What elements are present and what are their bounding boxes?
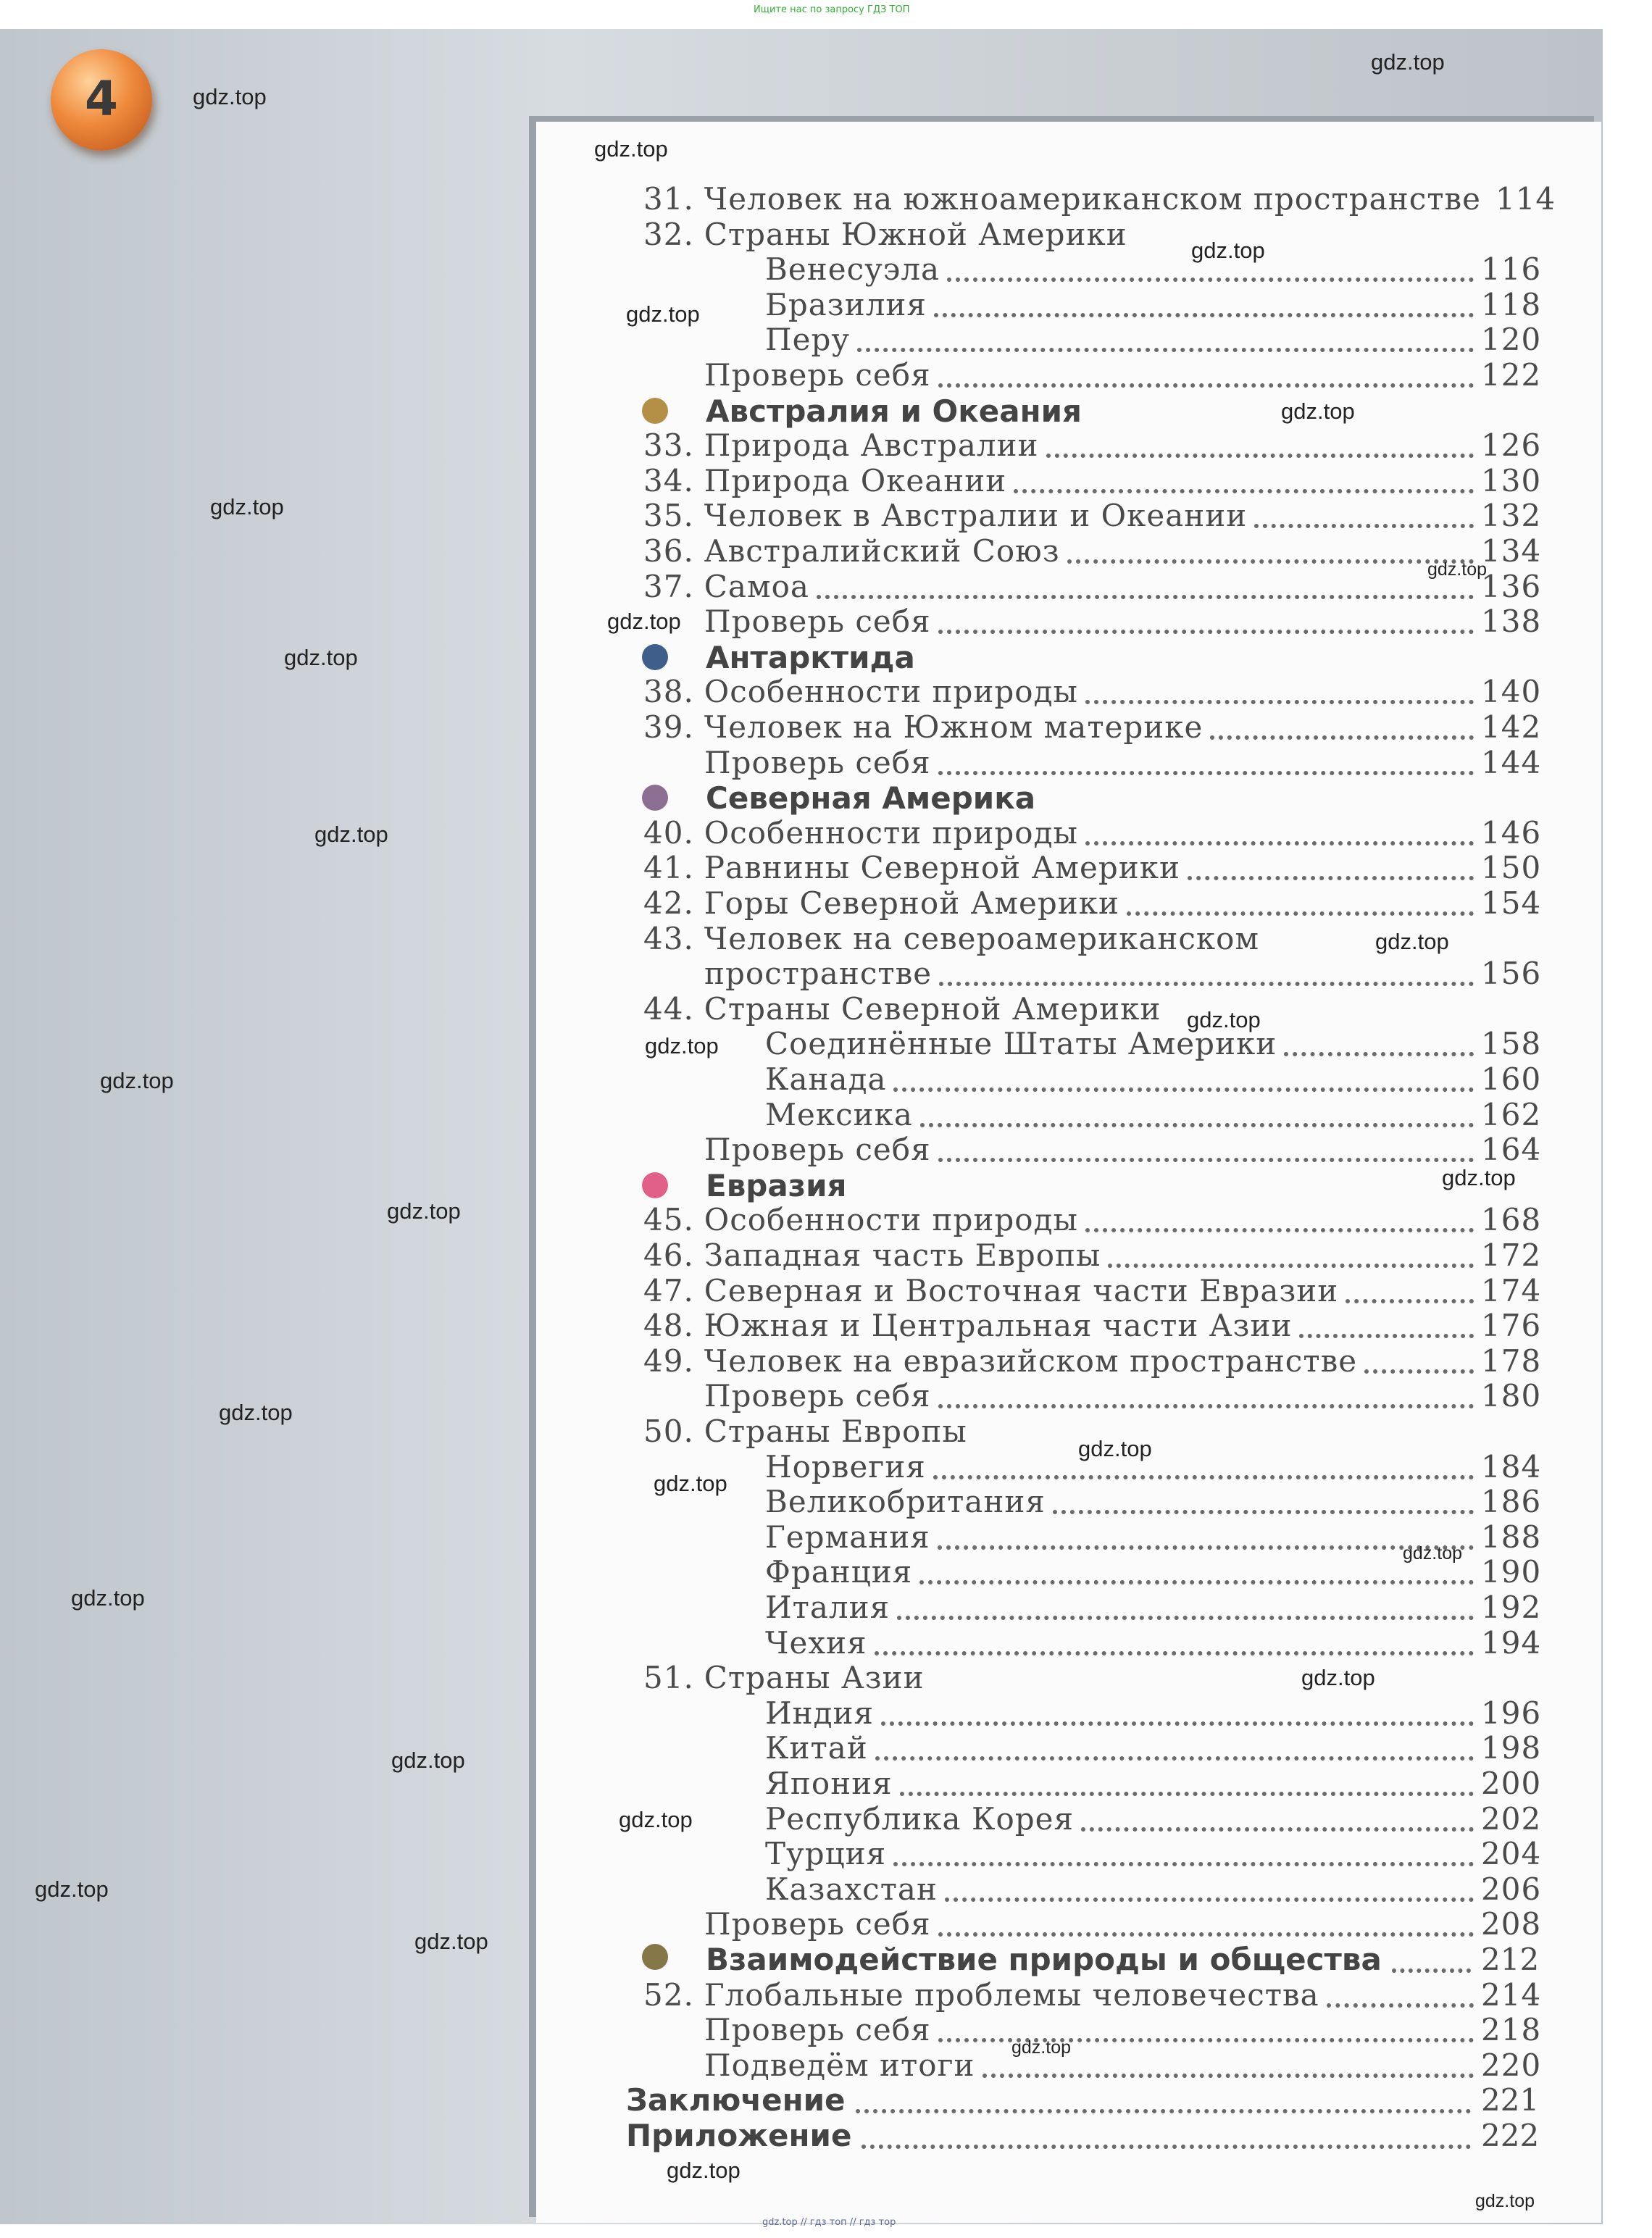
toc-entry[interactable]	[765, 1836, 1542, 1871]
toc-final-entry[interactable]	[626, 2118, 1539, 2154]
page-ref: 222	[1481, 2118, 1540, 2153]
toc-entry[interactable]	[643, 1308, 1542, 1343]
leader-dots	[938, 621, 1474, 634]
page-ref: 126	[1481, 427, 1542, 463]
page-ref: 118	[1481, 287, 1542, 322]
entry-title: Норвегия	[765, 1449, 926, 1485]
page-ref: 208	[1481, 1906, 1542, 1942]
toc-entry[interactable]	[643, 463, 1542, 498]
entry-title: Республика Корея	[765, 1801, 1074, 1837]
watermark-text: gdz.top	[626, 301, 700, 327]
toc-entry[interactable]	[765, 1871, 1542, 1907]
watermark-text: gdz.top	[645, 1033, 719, 1059]
leader-dots	[939, 973, 1474, 986]
entry-title: Франция	[765, 1554, 913, 1590]
entry-title: Человек на Южном материке	[704, 709, 1203, 745]
entry-title: Бразилия	[765, 287, 927, 322]
watermark-text: gdz.top	[619, 1807, 693, 1832]
page-ref: 192	[1481, 1590, 1542, 1625]
entry-number: 37.	[643, 569, 694, 604]
entry-title: Самоа	[704, 569, 809, 604]
section-title: Взаимодействие природы и общества	[706, 1942, 1382, 1977]
toc-entry[interactable]	[643, 709, 1542, 745]
leader-dots	[856, 2100, 1471, 2113]
page-ref: 160	[1481, 1061, 1542, 1097]
page-ref: 140	[1481, 674, 1542, 709]
section-color-dot-icon	[642, 644, 668, 670]
toc-entry[interactable]	[704, 2012, 1542, 2047]
leader-dots	[1299, 1325, 1474, 1338]
page-ref: 122	[1481, 357, 1542, 393]
watermark-text: gdz.top	[193, 84, 267, 109]
toc-entry[interactable]	[765, 1625, 1542, 1661]
entry-title: Проверь себя	[704, 745, 931, 780]
leader-dots	[1284, 1043, 1474, 1056]
page-ref: 206	[1481, 1871, 1542, 1907]
entry-number: 33.	[643, 427, 694, 463]
toc-entry[interactable]	[704, 1132, 1542, 1167]
page-number: 4	[85, 71, 118, 127]
entry-number: 36.	[643, 533, 694, 569]
toc-entry[interactable]	[643, 991, 1539, 1026]
page-ref: 178	[1481, 1343, 1542, 1379]
entry-title: Особенности природы	[704, 674, 1078, 709]
page-ref: 150	[1481, 850, 1542, 885]
entry-number: 44.	[643, 991, 694, 1027]
entry-number: 46.	[643, 1237, 694, 1273]
watermark-text: gdz.top	[219, 1400, 293, 1425]
entry-number: 41.	[643, 850, 694, 885]
toc-entry[interactable]	[704, 956, 1542, 991]
page-ref: 130	[1481, 463, 1542, 498]
page-ref: 184	[1481, 1449, 1542, 1485]
watermark-text: gdz.top	[1375, 929, 1449, 954]
watermark-text: gdz.top	[1011, 2037, 1072, 2058]
toc-entry[interactable]	[704, 357, 1542, 393]
page-ref: 174	[1481, 1273, 1542, 1308]
bottom-note: gdz.top // гдз топ // гдз тор	[762, 2217, 896, 2228]
section-title: Евразия	[706, 1167, 847, 1203]
top-note: Ищите нас по запросу ГДЗ ТОП	[754, 4, 910, 15]
entry-title: Человек на южноамериканском пространстве	[704, 181, 1481, 217]
watermark-text: gdz.top	[100, 1068, 174, 1093]
leader-dots	[1081, 1819, 1474, 1832]
leader-dots	[920, 1114, 1474, 1127]
watermark-text: gdz.top	[654, 1471, 727, 1496]
leader-dots	[1327, 1995, 1474, 2008]
page-ref: 214	[1481, 1977, 1542, 2013]
page-ref: 134	[1481, 533, 1542, 569]
leader-dots	[1085, 691, 1474, 704]
toc-entry[interactable]	[643, 217, 1539, 251]
toc-entry[interactable]	[643, 1660, 1539, 1695]
entry-title: Проверь себя	[704, 2012, 931, 2047]
entry-title: Проверь себя	[704, 1132, 931, 1167]
entry-title: Южная и Центральная части Азии	[704, 1308, 1293, 1343]
entry-title: Горы Северной Америки	[704, 885, 1120, 921]
leader-dots	[1188, 867, 1474, 880]
leader-dots	[1364, 1361, 1474, 1374]
section-title: Антарктида	[706, 639, 915, 675]
page-ref: 156	[1481, 956, 1542, 991]
entry-number: 31.	[643, 181, 694, 217]
page-ref: 221	[1481, 2082, 1540, 2118]
section-color-dot-icon	[642, 398, 668, 424]
entry-title: Равнины Северной Америки	[704, 850, 1180, 885]
leader-dots	[900, 1783, 1474, 1796]
entry-title: Проверь себя	[704, 357, 931, 393]
page-ref: 196	[1481, 1695, 1542, 1731]
entry-title: Италия	[765, 1590, 890, 1625]
entry-number: 35.	[643, 498, 694, 533]
toc-entry[interactable]	[765, 1026, 1542, 1061]
entry-title: Подведём итоги	[704, 2047, 975, 2083]
entry-number: 49.	[643, 1343, 694, 1379]
watermark-text: gdz.top	[1371, 49, 1445, 75]
toc-entry[interactable]	[765, 1484, 1542, 1519]
watermark-text: gdz.top	[71, 1585, 145, 1611]
toc-entry[interactable]	[643, 674, 1542, 709]
leader-dots	[1046, 445, 1474, 458]
entry-title: Страны Северной Америки	[704, 991, 1161, 1027]
entry-number: 40.	[643, 815, 694, 851]
leader-dots	[938, 1395, 1474, 1408]
toc-section-heading	[642, 1942, 1539, 1978]
watermark-text: gdz.top	[1078, 1436, 1152, 1461]
page-ref: 164	[1481, 1132, 1542, 1167]
page-ref: 154	[1481, 885, 1542, 921]
entry-number: 43.	[643, 921, 694, 956]
entry-title: Германия	[765, 1519, 930, 1555]
entry-title: Индия	[765, 1695, 874, 1731]
entry-number: 51.	[643, 1660, 694, 1695]
watermark-text: gdz.top	[594, 136, 668, 162]
toc-entry[interactable]	[765, 1590, 1542, 1625]
page-ref: 136	[1481, 569, 1542, 604]
toc-entry[interactable]	[643, 850, 1542, 885]
page-ref: 220	[1481, 2047, 1542, 2083]
toc-entry[interactable]	[643, 885, 1542, 921]
entry-title: пространстве	[704, 956, 933, 991]
page-ref: 198	[1481, 1730, 1542, 1766]
leader-dots	[881, 1713, 1474, 1726]
leader-dots	[1108, 1255, 1474, 1268]
toc-entry[interactable]	[765, 251, 1542, 287]
toc-entry[interactable]	[643, 427, 1542, 463]
toc-entry[interactable]	[765, 1097, 1542, 1132]
page-ref: 186	[1481, 1484, 1542, 1519]
page-ref: 200	[1481, 1766, 1542, 1801]
page-ref: 114	[1495, 181, 1556, 217]
toc-entry[interactable]	[704, 604, 1542, 639]
page-ref: 138	[1481, 604, 1542, 639]
entry-title: Проверь себя	[704, 604, 931, 639]
entry-title: Мексика	[765, 1097, 913, 1132]
section-title: Австралия и Океания	[706, 393, 1082, 429]
toc-entry[interactable]	[643, 1977, 1542, 2013]
entry-number: 38.	[643, 674, 694, 709]
page-ref: 120	[1481, 322, 1542, 357]
toc-entry[interactable]	[643, 498, 1542, 533]
page-ref: 180	[1481, 1378, 1542, 1414]
section-title: Северная Америка	[706, 780, 1036, 816]
watermark-text: gdz.top	[1403, 1543, 1463, 1563]
watermark-text: gdz.top	[387, 1198, 461, 1224]
page-ref: 172	[1481, 1237, 1542, 1273]
toc-entry[interactable]	[643, 181, 1556, 217]
watermark-text: gdz.top	[1427, 559, 1488, 580]
entry-title: Особенности природы	[704, 1202, 1078, 1237]
page-ref: 176	[1481, 1308, 1542, 1343]
entry-title: Турция	[765, 1836, 887, 1871]
leader-dots	[875, 1642, 1474, 1655]
leader-dots	[1085, 1219, 1474, 1232]
entry-title: Проверь себя	[704, 1378, 931, 1414]
toc-entry[interactable]	[643, 815, 1542, 851]
watermark-text: gdz.top	[1442, 1165, 1516, 1190]
page-ref: 142	[1481, 709, 1542, 745]
entry-title: Соединённые Штаты Америки	[765, 1026, 1277, 1061]
page-ref: 202	[1481, 1801, 1542, 1837]
entry-number: 45.	[643, 1202, 694, 1237]
entry-number: 47.	[643, 1273, 694, 1308]
leader-dots	[1392, 1960, 1471, 1973]
leader-dots	[862, 2136, 1471, 2149]
toc-section-heading	[642, 780, 1539, 816]
toc-entry[interactable]	[643, 533, 1542, 569]
toc-entry[interactable]	[765, 1449, 1542, 1485]
leader-dots	[893, 1079, 1474, 1092]
leader-dots	[1067, 551, 1474, 564]
entry-number: 52.	[643, 1977, 694, 2013]
watermark-text: gdz.top	[210, 494, 284, 519]
toc-entry[interactable]	[643, 1202, 1542, 1237]
page-ref: 162	[1481, 1097, 1542, 1132]
leader-dots	[857, 339, 1474, 352]
toc-entry[interactable]	[643, 1237, 1542, 1273]
entry-title: Перу	[765, 322, 851, 357]
entry-title: Казахстан	[765, 1871, 938, 1907]
entry-title: Великобритания	[765, 1484, 1046, 1519]
leader-dots	[938, 1149, 1474, 1162]
leader-dots	[1127, 903, 1474, 916]
entry-title: Страны Азии	[704, 1660, 925, 1695]
entry-number: 42.	[643, 885, 694, 921]
entry-title: Западная часть Европы	[704, 1237, 1101, 1273]
toc-entry[interactable]	[643, 1343, 1542, 1379]
page-ref: 168	[1481, 1202, 1542, 1237]
watermark-text: gdz.top	[1475, 2191, 1535, 2211]
watermark-text: gdz.top	[1281, 398, 1355, 424]
leader-dots	[938, 1924, 1474, 1937]
page-ref: 188	[1481, 1519, 1542, 1555]
entry-title: Приложение	[626, 2118, 852, 2153]
entry-title: Природа Австралии	[704, 427, 1039, 463]
entry-title: Венесуэла	[765, 251, 940, 287]
entry-title: Чехия	[765, 1625, 867, 1661]
entry-title: Япония	[765, 1766, 893, 1801]
leader-dots	[938, 762, 1474, 775]
leader-dots	[893, 1853, 1474, 1866]
leader-dots	[1210, 727, 1474, 740]
leader-dots	[983, 2065, 1474, 2078]
leader-dots	[938, 1537, 1474, 1550]
leader-dots	[1254, 515, 1474, 528]
entry-title: Природа Океании	[704, 463, 1007, 498]
page-ref: 132	[1481, 498, 1542, 533]
toc-entry[interactable]	[765, 1766, 1542, 1801]
section-color-dot-icon	[642, 1944, 668, 1970]
leader-dots	[919, 1571, 1474, 1584]
leader-dots	[897, 1607, 1474, 1620]
watermark-text: gdz.top	[1187, 1007, 1261, 1032]
toc-entry[interactable]	[765, 1801, 1542, 1837]
section-color-dot-icon	[642, 1172, 668, 1198]
entry-number: 48.	[643, 1308, 694, 1343]
entry-title: Проверь себя	[704, 1906, 931, 1942]
leader-dots	[945, 1889, 1474, 1902]
toc-section-heading	[642, 1167, 1539, 1203]
leader-dots	[1053, 1501, 1474, 1514]
leader-dots	[1014, 480, 1474, 493]
page-ref: 146	[1481, 815, 1542, 851]
page-ref: 218	[1481, 2012, 1542, 2047]
leader-dots	[1346, 1290, 1474, 1303]
toc-entry[interactable]	[765, 1695, 1542, 1731]
page-ref: 158	[1481, 1026, 1542, 1061]
entry-title: Страны Европы	[704, 1414, 967, 1449]
toc-section-heading	[642, 393, 1539, 429]
leader-dots	[933, 1466, 1474, 1479]
toc-entry[interactable]	[765, 1730, 1542, 1766]
toc-entry[interactable]	[704, 1378, 1542, 1414]
leader-dots	[938, 375, 1474, 388]
page-ref: 194	[1481, 1625, 1542, 1661]
leader-dots	[875, 1748, 1474, 1761]
page-ref: 144	[1481, 745, 1542, 780]
page-ref: 116	[1481, 251, 1542, 287]
entry-title: Северная и Восточная части Евразии	[704, 1273, 1339, 1308]
watermark-text: gdz.top	[414, 1929, 488, 1954]
entry-title: Китай	[765, 1730, 868, 1766]
section-color-dot-icon	[642, 785, 668, 811]
entry-number: 50.	[643, 1414, 694, 1449]
entry-title: Канада	[765, 1061, 887, 1097]
watermark-text: gdz.top	[391, 1748, 465, 1773]
entry-number: 32.	[643, 217, 694, 252]
toc-entry[interactable]	[704, 745, 1542, 780]
entry-title: Человек в Австралии и Океании	[704, 498, 1248, 533]
toc-entry[interactable]	[765, 322, 1542, 357]
leader-dots	[1085, 832, 1474, 845]
page-ref: 212	[1481, 1942, 1540, 1977]
leader-dots	[817, 586, 1474, 599]
entry-number: 39.	[643, 709, 694, 745]
page-ref: 204	[1481, 1836, 1542, 1871]
entry-title: Заключение	[626, 2082, 846, 2118]
watermark-text: gdz.top	[667, 2158, 741, 2183]
toc-entry[interactable]	[643, 1273, 1542, 1308]
entry-title: Человек на североамериканском	[704, 921, 1260, 956]
page-ref: 190	[1481, 1554, 1542, 1590]
watermark-text: gdz.top	[35, 1876, 109, 1902]
toc-entry[interactable]	[643, 569, 1542, 604]
entry-number: 34.	[643, 463, 694, 498]
watermark-text: gdz.top	[1301, 1665, 1375, 1690]
toc-section-heading	[642, 639, 1539, 675]
leader-dots	[934, 304, 1474, 317]
entry-title: Человек на евразийском пространстве	[704, 1343, 1358, 1379]
toc-entry[interactable]	[704, 1906, 1542, 1942]
watermark-text: gdz.top	[284, 645, 358, 670]
watermark-text: gdz.top	[607, 609, 681, 634]
watermark-text: gdz.top	[1191, 238, 1265, 263]
toc-entry[interactable]	[765, 287, 1542, 322]
toc-final-entry[interactable]	[626, 2082, 1539, 2118]
toc-entry[interactable]	[765, 1061, 1542, 1097]
entry-title: Особенности природы	[704, 815, 1078, 851]
entry-title: Австралийский Союз	[704, 533, 1060, 569]
toc-entry[interactable]	[704, 2047, 1542, 2083]
watermark-text: gdz.top	[314, 822, 388, 847]
entry-title: Глобальные проблемы человечества	[704, 1977, 1319, 2013]
leader-dots	[947, 269, 1474, 282]
entry-title: Страны Южной Америки	[704, 217, 1127, 252]
